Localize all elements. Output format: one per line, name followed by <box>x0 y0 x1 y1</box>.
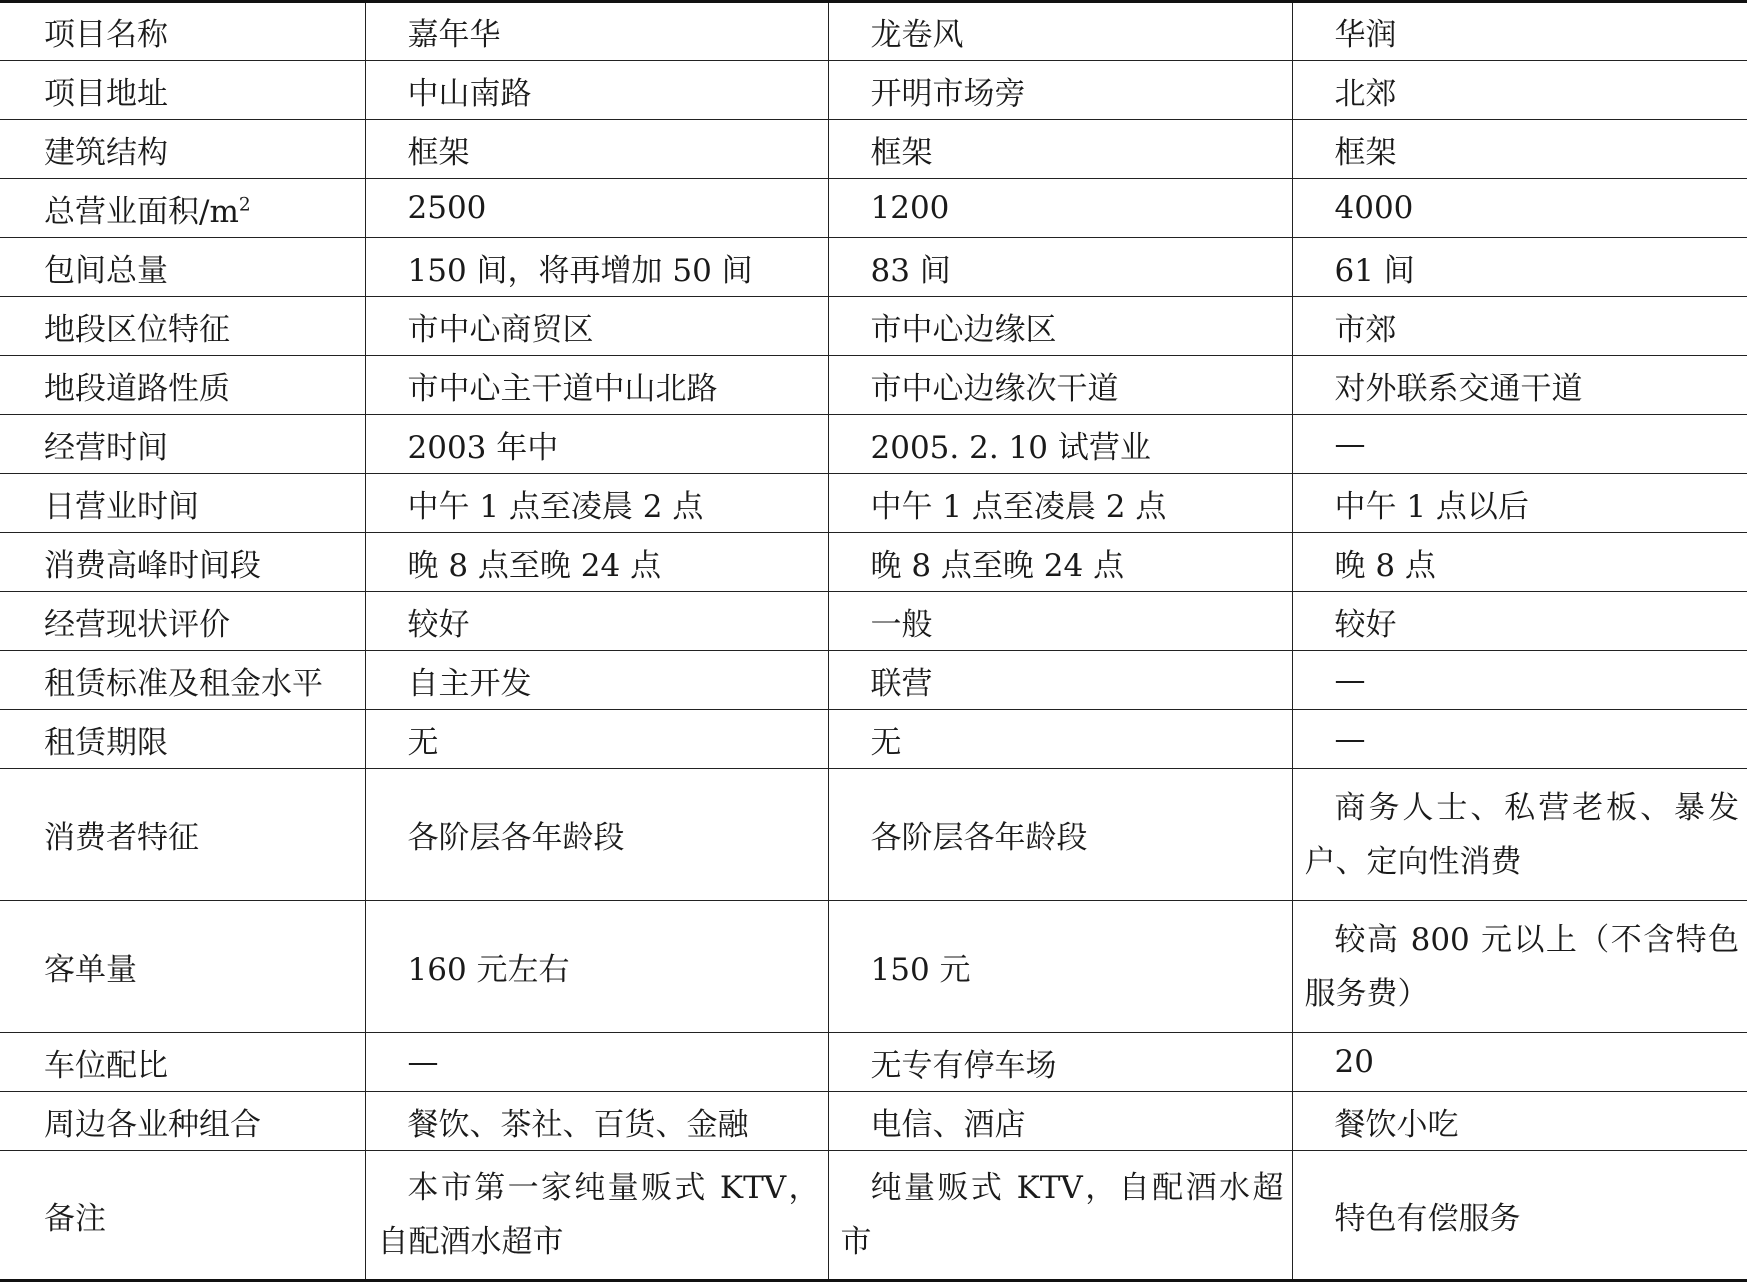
cell-longjuanfeng: 各阶层各年龄段 <box>828 769 1292 901</box>
cell-huarun: 中午 1 点以后 <box>1292 474 1747 533</box>
cell-jianianhua: 晚 8 点至晚 24 点 <box>365 533 828 592</box>
cell-longjuanfeng: 纯量贩式 KTV，自配酒水超市 <box>828 1151 1292 1281</box>
cell-huarun: 华润 <box>1292 2 1747 61</box>
row-label: 车位配比 <box>0 1033 365 1092</box>
cell-jianianhua: 各阶层各年龄段 <box>365 769 828 901</box>
table-row <box>0 415 1747 474</box>
cell-huarun: 20 <box>1292 1033 1747 1092</box>
row-label: 日营业时间 <box>0 474 365 533</box>
cell-huarun: 商务人士、私营老板、暴发户、定向性消费 <box>1292 769 1747 901</box>
table-row <box>0 1033 1747 1092</box>
table-row <box>0 238 1747 297</box>
cell-longjuanfeng: 市中心边缘次干道 <box>828 356 1292 415</box>
cell-huarun: 市郊 <box>1292 297 1747 356</box>
table-row <box>0 1092 1747 1151</box>
cell-jianianhua: 自主开发 <box>365 651 828 710</box>
cell-jianianhua: 150 间，将再增加 50 间 <box>365 238 828 297</box>
cell-jianianhua: 2003 年中 <box>365 415 828 474</box>
superscript-2: 2 <box>238 194 251 216</box>
table-row <box>0 61 1747 120</box>
cell-longjuanfeng: 150 元 <box>828 901 1292 1033</box>
cell-jianianhua: 中午 1 点至凌晨 2 点 <box>365 474 828 533</box>
cell-huarun: 较好 <box>1292 592 1747 651</box>
cell-jianianhua: 本市第一家纯量贩式 KTV，自配酒水超市 <box>365 1151 828 1281</box>
table-row <box>0 297 1747 356</box>
row-label: 消费高峰时间段 <box>0 533 365 592</box>
cell-jianianhua: 市中心商贸区 <box>365 297 828 356</box>
cell-longjuanfeng: 83 间 <box>828 238 1292 297</box>
cell-jianianhua: 市中心主干道中山北路 <box>365 356 828 415</box>
table-row <box>0 710 1747 769</box>
cell-longjuanfeng: 开明市场旁 <box>828 61 1292 120</box>
row-label: 地段区位特征 <box>0 297 365 356</box>
cell-longjuanfeng: 无 <box>828 710 1292 769</box>
table-row <box>0 179 1747 238</box>
cell-huarun: 4000 <box>1292 179 1747 238</box>
row-label: 地段道路性质 <box>0 356 365 415</box>
row-label: 总营业面积$/m^2$ <box>0 179 365 238</box>
cell-jianianhua: 2500 <box>365 179 828 238</box>
cell-huarun: — <box>1292 651 1747 710</box>
cell-longjuanfeng: 一般 <box>828 592 1292 651</box>
table-row <box>0 356 1747 415</box>
table-row <box>0 120 1747 179</box>
cell-huarun: 61 间 <box>1292 238 1747 297</box>
row-label: 建筑结构 <box>0 120 365 179</box>
row-label: 消费者特征 <box>0 769 365 901</box>
row-label: 备注 <box>0 1151 365 1281</box>
table-row <box>0 2 1747 61</box>
cell-longjuanfeng: 联营 <box>828 651 1292 710</box>
row-label: 租赁期限 <box>0 710 365 769</box>
cell-longjuanfeng: 2005. 2. 10 试营业 <box>828 415 1292 474</box>
cell-huarun: 框架 <box>1292 120 1747 179</box>
row-label: 客单量 <box>0 901 365 1033</box>
row-label: 租赁标准及租金水平 <box>0 651 365 710</box>
table-row <box>0 1151 1747 1281</box>
cell-jianianhua: 无 <box>365 710 828 769</box>
cell-huarun: 特色有偿服务 <box>1292 1151 1747 1281</box>
cell-huarun: 餐饮小吃 <box>1292 1092 1747 1151</box>
cell-longjuanfeng: 1200 <box>828 179 1292 238</box>
table-row <box>0 474 1747 533</box>
cell-huarun: 北郊 <box>1292 61 1747 120</box>
row-label: 周边各业种组合 <box>0 1092 365 1151</box>
cell-longjuanfeng: 市中心边缘区 <box>828 297 1292 356</box>
table-row <box>0 533 1747 592</box>
row-label: 项目地址 <box>0 61 365 120</box>
cell-longjuanfeng: 电信、酒店 <box>828 1092 1292 1151</box>
cell-longjuanfeng: 无专有停车场 <box>828 1033 1292 1092</box>
row-label: 经营时间 <box>0 415 365 474</box>
row-label: 经营现状评价 <box>0 592 365 651</box>
cell-jianianhua: 中山南路 <box>365 61 828 120</box>
cell-huarun: — <box>1292 415 1747 474</box>
cell-jianianhua: 嘉年华 <box>365 2 828 61</box>
cell-jianianhua: 框架 <box>365 120 828 179</box>
cell-jianianhua: — <box>365 1033 828 1092</box>
cell-jianianhua: 餐饮、茶社、百货、金融 <box>365 1092 828 1151</box>
table-row <box>0 901 1747 1033</box>
cell-huarun: 较高 800 元以上（不含特色服务费） <box>1292 901 1747 1033</box>
cell-jianianhua: 较好 <box>365 592 828 651</box>
table-row <box>0 651 1747 710</box>
cell-longjuanfeng: 龙卷风 <box>828 2 1292 61</box>
row-label: 包间总量 <box>0 238 365 297</box>
cell-huarun: — <box>1292 710 1747 769</box>
cell-longjuanfeng: 中午 1 点至凌晨 2 点 <box>828 474 1292 533</box>
cell-huarun: 对外联系交通干道 <box>1292 356 1747 415</box>
cell-huarun: 晚 8 点 <box>1292 533 1747 592</box>
cell-longjuanfeng: 晚 8 点至晚 24 点 <box>828 533 1292 592</box>
cell-jianianhua: 160 元左右 <box>365 901 828 1033</box>
row-label: 项目名称 <box>0 2 365 61</box>
table-row <box>0 769 1747 901</box>
cell-longjuanfeng: 框架 <box>828 120 1292 179</box>
table-row <box>0 592 1747 651</box>
